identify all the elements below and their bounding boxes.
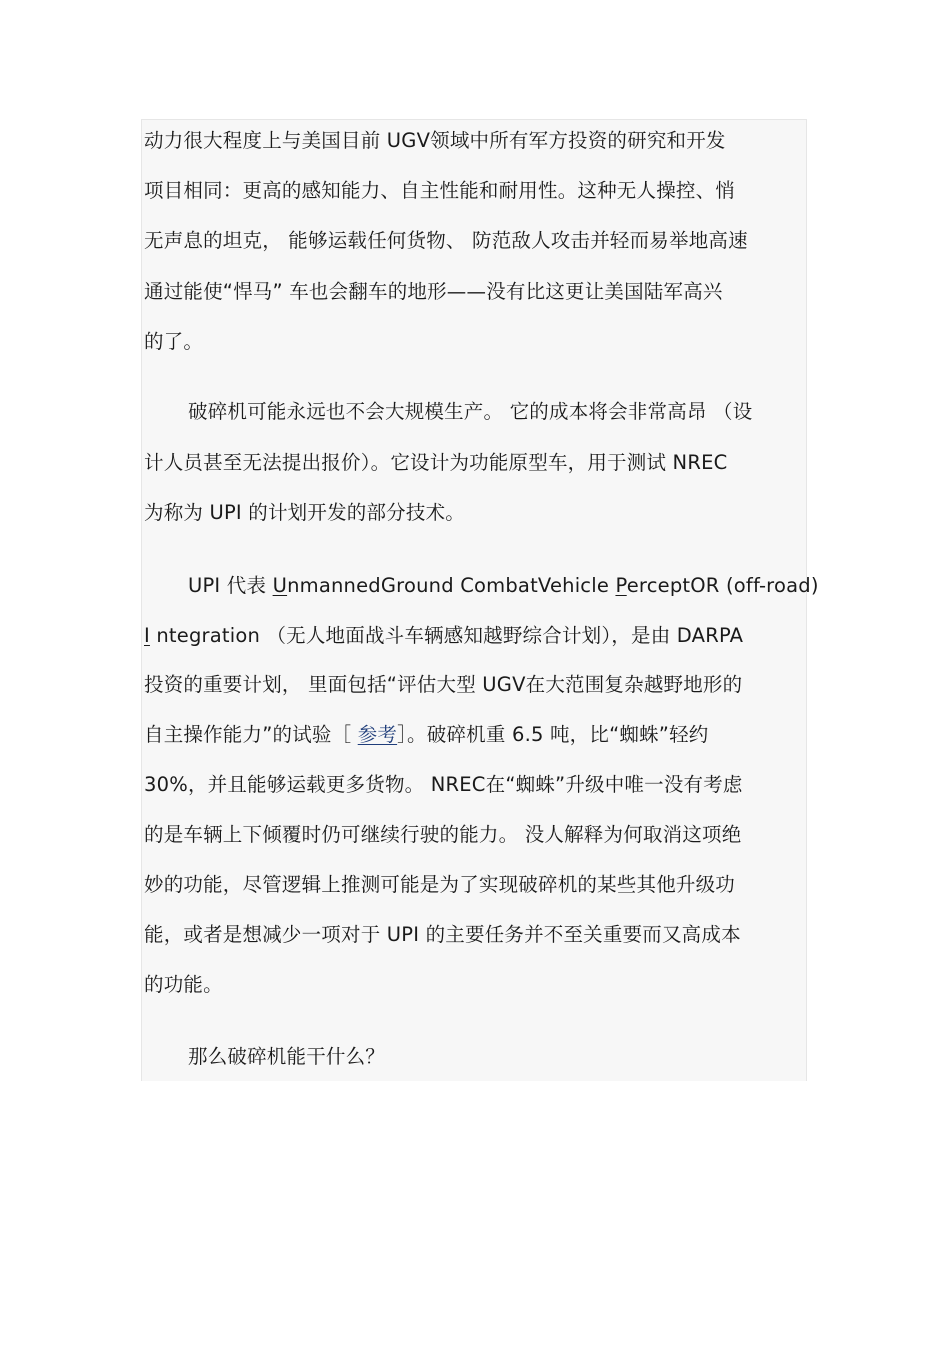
paragraph-1-line-2: 项目相同：更高的感知能力、自主性能和耐用性。这种无人操控、悄: [144, 179, 736, 202]
paragraph-2-line-1-text: 破碎机可能永远也不会大规模生产。 它的成本将会非常高昂 （设: [188, 400, 753, 423]
acronym-text-3: ntegration （无人地面战斗车辆感知越野综合计划），是由 DARPA: [149, 624, 744, 647]
paragraph-3-line-7: 妙的功能，尽管逻辑上推测可能是为了实现破碎机的某些其他升级功: [144, 873, 736, 896]
paragraph-2-line-3: 为称为 UPI 的计划开发的部分技术。: [144, 501, 465, 524]
paragraph-3-line-9: 的功能。: [144, 973, 223, 996]
paragraph-3-line-8: 能，或者是想减少一项对于 UPI 的主要任务并不至关重要而又高成本: [144, 923, 741, 946]
paragraph-3-line-4-text-a: 自主操作能力”的试验［: [144, 723, 358, 746]
paragraph-3-line-2: [144, 622, 743, 650]
paragraph-1-line-1: 动力很大程度上与美国目前 UGV领域中所有军方投资的研究和开发: [144, 129, 726, 152]
upi-label: UPI 代表: [188, 574, 273, 597]
acronym-letter-p: P: [615, 574, 627, 597]
paragraph-3-line-1: [144, 572, 819, 600]
paragraph-1-line-4: 通过能使“悍马” 车也会翻车的地形——没有比这更让美国陆军高兴: [144, 280, 723, 303]
paragraph-1-line-5: 的了。: [144, 330, 204, 353]
paragraph-3-line-6: 的是车辆上下倾覆时仍可继续行驶的能力。 没人解释为何取消这项绝: [144, 823, 742, 846]
acronym-text-2: erceptOR (off-road): [626, 574, 819, 597]
paragraph-4-line-1-text: 那么破碎机能干什么？: [188, 1045, 386, 1068]
acronym-letter-u: U: [272, 574, 288, 597]
paragraph-2-line-2: 计人员甚至无法提出报价）。它设计为功能原型车，用于测试 NREC: [144, 451, 728, 474]
paragraph-3-line-4: [144, 721, 708, 749]
paragraph-3-line-3: 投资的重要计划， 里面包括“评估大型 UGV在大范围复杂越野地形的: [144, 673, 743, 696]
paragraph-3-line-5: 30%，并且能够运载更多货物。 NREC在“蜘蛛”升级中唯一没有考虑: [144, 773, 743, 796]
acronym-text-1: nmannedGround CombatVehicle: [287, 574, 616, 597]
paragraph-3-line-4-text-b: ］。破碎机重 6.5 吨，比“蜘蛛”轻约: [397, 723, 709, 746]
paragraph-2-line-1: [144, 398, 752, 426]
paragraph-1-line-3: 无声息的坦克， 能够运载任何货物、 防范敌人攻击并轻而易举地高速: [144, 229, 748, 252]
reference-link[interactable]: 参考: [357, 723, 398, 746]
paragraph-4-line-1: [144, 1043, 385, 1071]
acronym-letter-i: I: [144, 624, 150, 647]
